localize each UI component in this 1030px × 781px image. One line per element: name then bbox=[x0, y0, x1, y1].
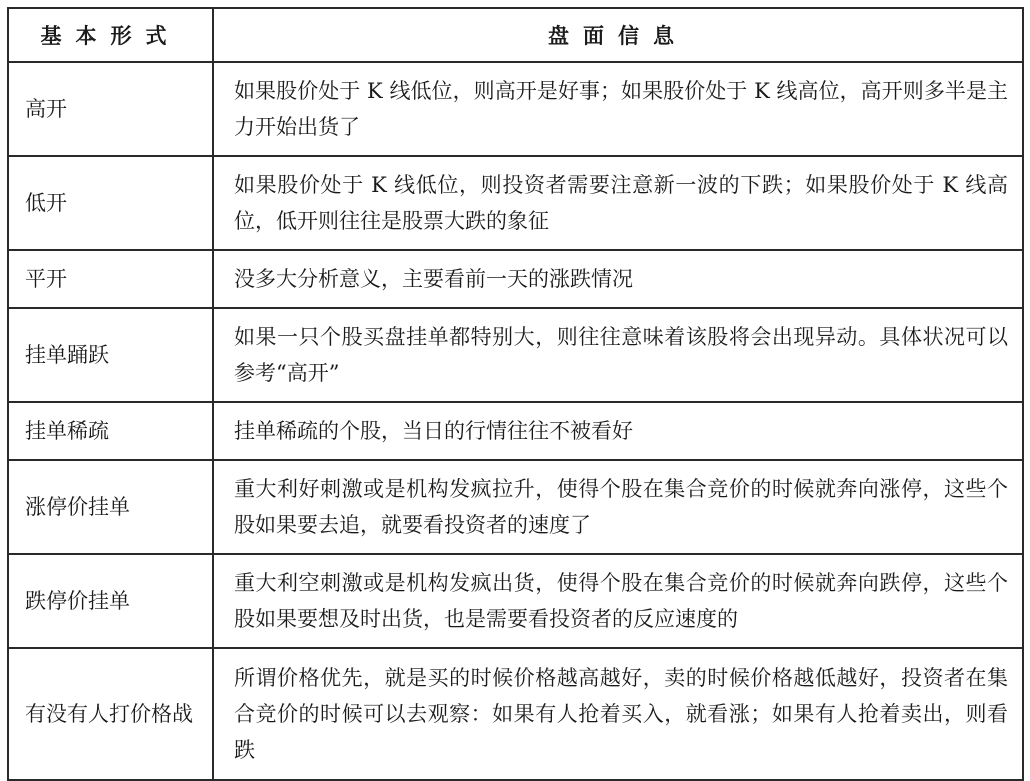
row-info-cell: 没多大分析意义，主要看前一天的涨跌情况 bbox=[213, 250, 1023, 308]
row-form-cell: 跌停价挂单 bbox=[8, 554, 213, 648]
table-row bbox=[8, 62, 1023, 156]
table-row bbox=[8, 648, 1023, 780]
header-market-info: 盘面信息 bbox=[213, 8, 1023, 62]
table-row bbox=[8, 308, 1023, 402]
row-info-cell: 挂单稀疏的个股，当日的行情往往不被看好 bbox=[213, 402, 1023, 460]
row-form-cell: 低开 bbox=[8, 156, 213, 250]
row-info-cell: 所谓价格优先，就是买的时候价格越高越好，卖的时候价格越低越好，投资者在集合竞价的时候可以去观察：如果有人抢着买入，就看涨；如果有人抢着卖出，则看跌 bbox=[213, 648, 1023, 780]
row-info-cell: 如果股价处于 K 线低位，则高开是好事；如果股价处于 K 线高位，高开则多半是主力开始出货了 bbox=[213, 62, 1023, 156]
auction-info-table bbox=[7, 7, 1024, 781]
row-form-cell: 有没有人打价格战 bbox=[8, 648, 213, 780]
row-form-cell: 高开 bbox=[8, 62, 213, 156]
row-info-cell: 重大利空刺激或是机构发疯出货，使得个股在集合竞价的时候就奔向跌停，这些个股如果要想及时出货，也是需要看投资者的反应速度的 bbox=[213, 554, 1023, 648]
row-form-cell: 挂单稀疏 bbox=[8, 402, 213, 460]
table-row bbox=[8, 402, 1023, 460]
row-form-cell: 平开 bbox=[8, 250, 213, 308]
row-info-cell: 如果一只个股买盘挂单都特别大，则往往意味着该股将会出现异动。具体状况可以参考“高开” bbox=[213, 308, 1023, 402]
row-info-cell: 如果股价处于 K 线低位，则投资者需要注意新一波的下跌；如果股价处于 K 线高位，低开则往往是股票大跌的象征 bbox=[213, 156, 1023, 250]
table-row bbox=[8, 460, 1023, 554]
auction-info-table-container bbox=[7, 7, 1022, 781]
row-form-cell: 挂单踊跃 bbox=[8, 308, 213, 402]
table-header-row bbox=[8, 8, 1023, 62]
table-row bbox=[8, 156, 1023, 250]
table-row bbox=[8, 250, 1023, 308]
row-form-cell: 涨停价挂单 bbox=[8, 460, 213, 554]
header-basic-form: 基本形式 bbox=[8, 8, 213, 62]
table-row bbox=[8, 554, 1023, 648]
row-info-cell: 重大利好刺激或是机构发疯拉升，使得个股在集合竞价的时候就奔向涨停，这些个股如果要去追，就要看投资者的速度了 bbox=[213, 460, 1023, 554]
